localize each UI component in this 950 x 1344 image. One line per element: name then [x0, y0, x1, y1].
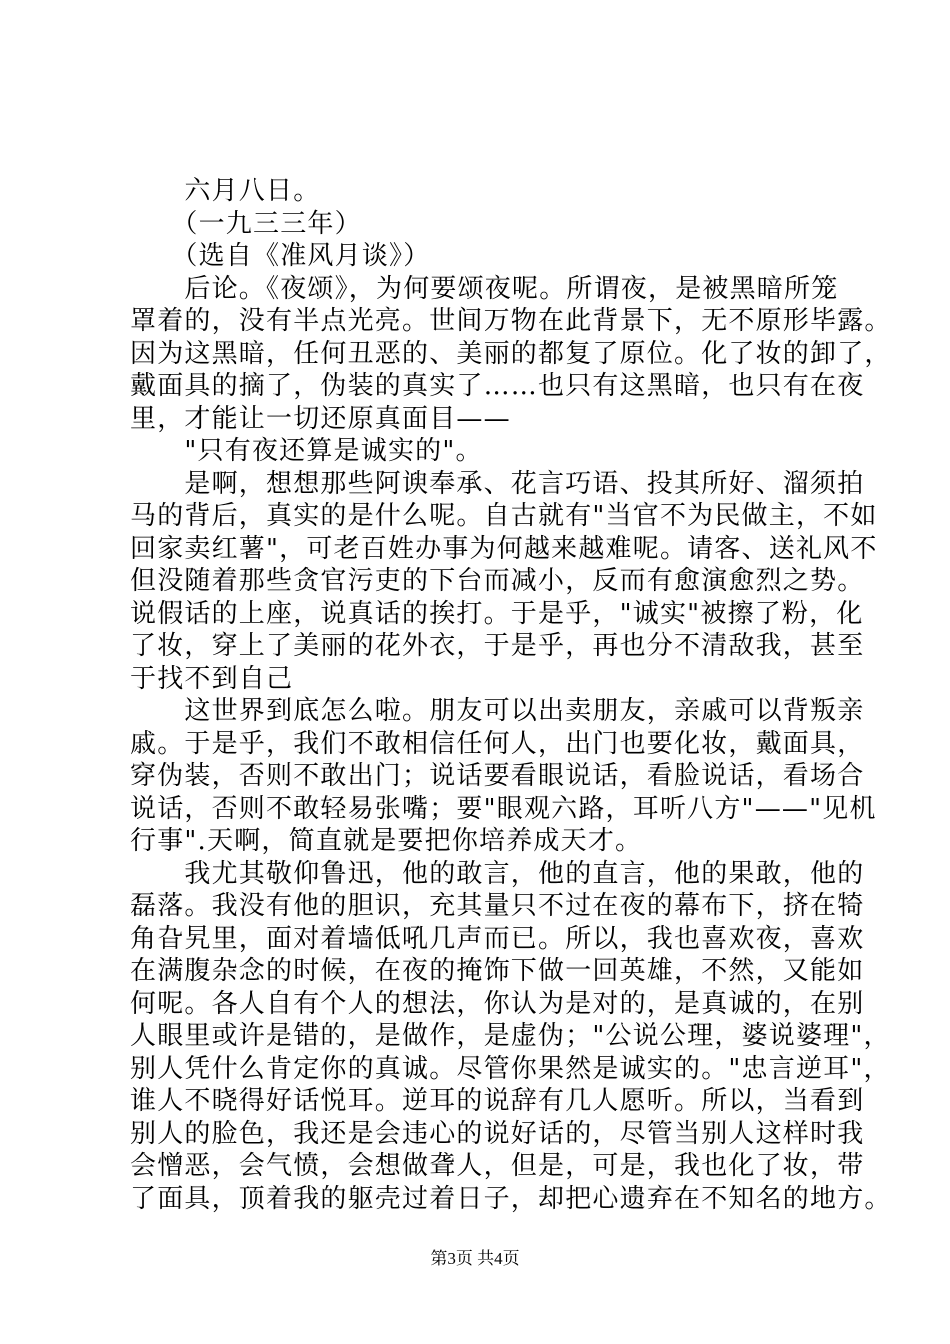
text-line: （选自《准风月谈》）	[130, 241, 431, 271]
text-line: 了面具，顶着我的躯壳过着日子，却把心遗弃在不知名的地方。	[130, 1183, 892, 1214]
text-line: 说假话的上座，说真话的挨打。于是乎，"诚实"被擦了粉，化	[130, 598, 864, 629]
text-line: 何呢。各人自有个人的想法，你认为是对的，是真诚的，在别	[130, 988, 865, 1019]
text-line: 这世界到底怎么啦。朋友可以出卖朋友，亲戚可以背叛亲	[130, 696, 865, 726]
document-body	[130, 175, 892, 1215]
text-line: 后论。《夜颂》，为何要颂夜呢。所谓夜，是被黑暗所笼	[130, 273, 839, 304]
text-line: 别人凭什么肯定你的真诚。尽管你果然是诚实的。"忠言逆耳"，	[130, 1053, 891, 1084]
text-line: 戚。于是乎，我们不敢相信任何人，出门也要化妆，戴面具，	[130, 728, 865, 759]
text-line: 于找不到自己	[130, 663, 294, 694]
text-line: 马的背后，真实的是什么呢。自古就有"当官不为民做主，不如	[130, 501, 878, 531]
text-line: 我尤其敬仰鲁迅，他的敢言，他的直言，他的果敢，他的	[130, 858, 865, 889]
text-line: 但没随着那些贪官污吏的下台而减小，反而有愈演愈烈之势。	[130, 566, 865, 596]
text-line: 回家卖红薯"，可老百姓办事为何越来越难呢。请客、送礼风不	[130, 533, 878, 564]
text-line: 罩着的，没有半点光亮。世间万物在此背景下，无不原形毕露。	[130, 306, 892, 336]
text-line: 谁人不晓得好话悦耳。逆耳的说辞有几人愿听。所以，当看到	[130, 1086, 865, 1116]
text-line: 会憎恶，会气愤，会想做聋人，但是，可是，我也化了妆，带	[130, 1151, 865, 1181]
text-line: 在满腹杂念的时候，在夜的掩饰下做一回英雄，不然，又能如	[130, 956, 865, 986]
text-line: 人眼里或许是错的，是做作，是虚伪；"公说公理，婆说婆理"，	[130, 1021, 891, 1051]
text-line: "只有夜还算是诚实的"。	[130, 436, 483, 466]
text-line: 别人的脸色，我还是会违心的说好话的，尽管当别人这样时我	[130, 1118, 865, 1149]
text-line: 说话，否则不敢轻易张嘴；要"眼观六路，耳听八方"——"见机	[130, 793, 877, 824]
text-line: 行事".天啊，简直就是要把你培养成天才。	[130, 826, 643, 856]
text-line: 磊落。我没有他的胆识，充其量只不过在夜的幕布下，挤在犄	[130, 891, 865, 921]
text-line: （一九三三年）	[130, 208, 362, 239]
text-line: 戴面具的摘了，伪装的真实了……也只有这黑暗，也只有在夜	[130, 371, 865, 401]
text-line: 六月八日。	[130, 176, 321, 206]
text-line: 里，才能让一切还原真面目——	[130, 403, 511, 434]
text-line: 穿伪装，否则不敢出门；说话要看眼说话，看脸说话，看场合	[130, 761, 865, 791]
text-line: 角旮旯里，面对着墙低吼几声而已。所以，我也喜欢夜，喜欢	[130, 923, 865, 954]
text-line: 了妆，穿上了美丽的花外衣，于是乎，再也分不清敌我，甚至	[130, 631, 865, 661]
page-number-footer: 第3页 共4页	[430, 1249, 520, 1268]
text-line: 是啊，想想那些阿谀奉承、花言巧语、投其所好、溜须拍	[130, 468, 865, 499]
text-line: 因为这黑暗，任何丑恶的、美丽的都复了原位。化了妆的卸了，	[130, 338, 892, 369]
